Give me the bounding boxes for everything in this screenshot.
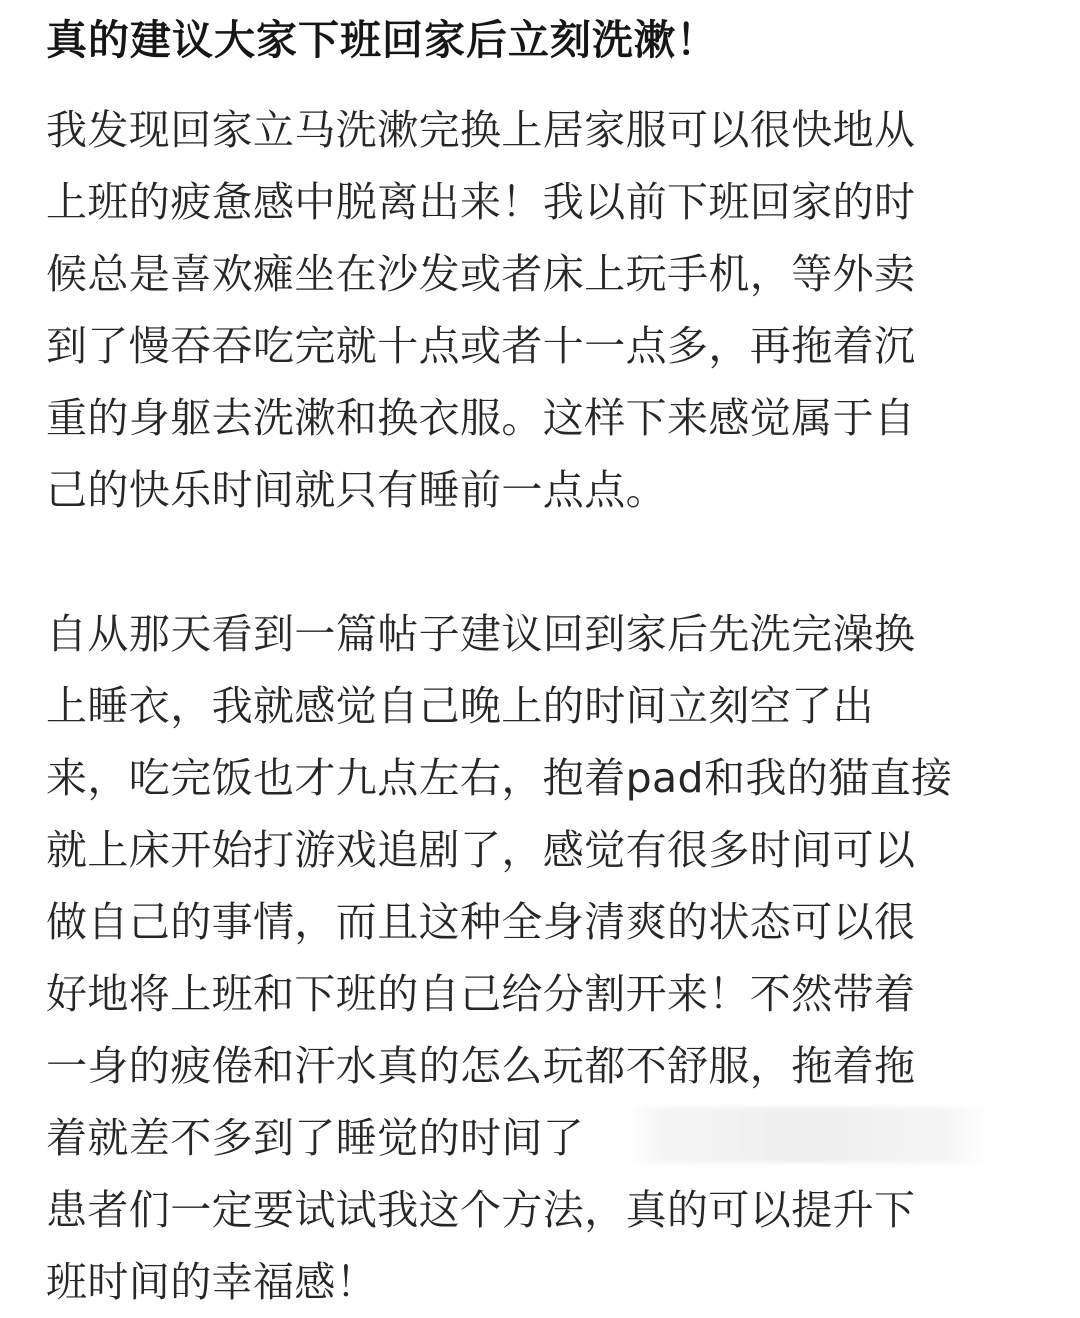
- blurred-redaction: [628, 1107, 988, 1163]
- paragraph-line: 己的快乐时间就只有睡前一点点。: [46, 466, 667, 514]
- paragraph-line: 重的身躯去洗漱和换衣服。这样下来感觉属于自: [46, 394, 916, 442]
- paragraph-line: 上睡衣，我就感觉自己晚上的时间立刻空了出: [46, 682, 874, 730]
- paragraph-line: 一身的疲倦和汗水真的怎么玩都不舒服，拖着拖: [46, 1042, 916, 1090]
- paragraph-line: 好地将上班和下班的自己给分割开来！不然带着: [46, 970, 916, 1018]
- paragraph-line: 患者们一定要试试我这个方法，真的可以提升下: [46, 1186, 916, 1234]
- paragraph-line: 上班的疲惫感中脱离出来！我以前下班回家的时: [46, 178, 916, 226]
- paragraph-line: 就上床开始打游戏追剧了，感觉有很多时间可以: [46, 826, 916, 874]
- paragraph-line: 我发现回家立马洗漱完换上居家服可以很快地从: [46, 106, 916, 154]
- post-title: 真的建议大家下班回家后立刻洗漱！: [46, 16, 718, 64]
- paragraph-line: 来，吃完饭也才九点左右，抱着pad和我的猫直接: [46, 754, 953, 802]
- post-paragraph-2: [46, 598, 1036, 1318]
- paragraph-line: 班时间的幸福感！: [46, 1258, 378, 1306]
- paragraph-line: 着就差不多到了睡觉的时间了: [46, 1114, 585, 1162]
- paragraph-line: 做自己的事情，而且这种全身清爽的状态可以很: [46, 898, 916, 946]
- post-paragraph-1: [46, 94, 1036, 526]
- paragraph-line: 候总是喜欢瘫坐在沙发或者床上玩手机，等外卖: [46, 250, 916, 298]
- paragraph-line: 自从那天看到一篇帖子建议回到家后先洗完澡换: [46, 610, 916, 658]
- paragraph-line: 到了慢吞吞吃完就十点或者十一点多，再拖着沉: [46, 322, 916, 370]
